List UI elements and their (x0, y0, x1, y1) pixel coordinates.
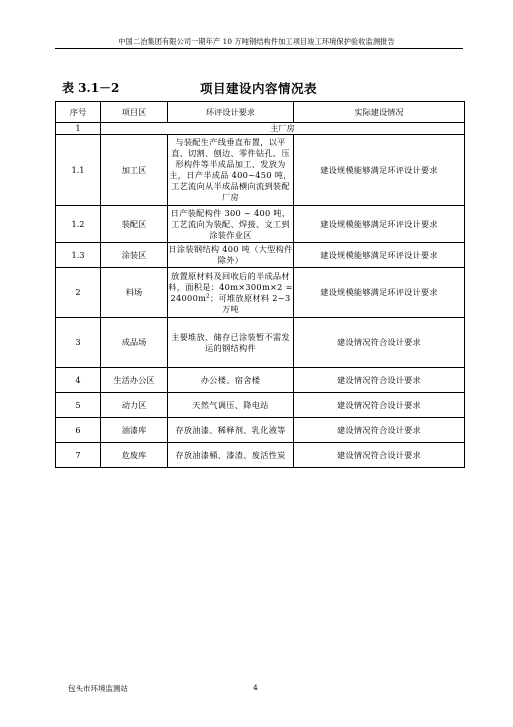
footer-organization: 包头市环境监测站 (68, 684, 128, 693)
table-row (56, 393, 465, 418)
table-section-row (56, 123, 465, 135)
page-number: 4 (253, 683, 258, 692)
table-row (56, 443, 465, 468)
cell-area: 涂装区 (101, 243, 168, 268)
table-header-row (56, 102, 465, 123)
cell-no: 7 (56, 443, 101, 468)
table-row (56, 206, 465, 243)
table-title (62, 79, 462, 95)
cell-no: 2 (56, 268, 101, 318)
cell-requirement: 存放油漆、稀释剂、乳化液等 (168, 418, 294, 443)
table-number: 表 3.1－2 (62, 81, 120, 95)
table-row (56, 418, 465, 443)
column-header-area: 项目区 (101, 102, 168, 123)
report-header-title: 中国二冶集团有限公司一期年产 10 万吨钢结构件加工项目竣工环境保护验收监测报告 (118, 37, 395, 46)
cell-area: 危废库 (101, 443, 168, 468)
cell-no: 1.3 (56, 243, 101, 268)
superscript-exponent: 2 (206, 292, 210, 299)
cell-requirement: 日涂装钢结构 400 吨（大型构件除外） (168, 243, 294, 268)
cell-no: 1.2 (56, 206, 101, 243)
cell-requirement: 与装配生产线垂直布置，以平直、切割、刨边、零件钻孔、压形构件等半成品加工、发放为主，日产半成品 400~450 吨，工艺流向从半成品横向流到装配厂房 (168, 135, 294, 206)
cell-area: 动力区 (101, 393, 168, 418)
cell-no: 4 (56, 368, 101, 393)
table-caption: 项目建设内容情况表 (200, 81, 318, 96)
table-row (56, 135, 465, 206)
construction-content-table (55, 101, 465, 468)
cell-requirement: 天然气调压、降电站 (168, 393, 294, 418)
cell-actual: 建设规模能够满足环评设计要求 (294, 268, 465, 318)
cell-actual: 建设规模能够满足环评设计要求 (294, 206, 465, 243)
cell-requirement: 主要堆放、储存已涂装暂不需发运的钢结构件 (168, 318, 294, 368)
column-header-no: 序号 (56, 102, 101, 123)
cell-area: 成品场 (101, 318, 168, 368)
cell-actual: 建设情况符合设计要求 (294, 443, 465, 468)
cell-actual: 建设情况符合设计要求 (294, 368, 465, 393)
table-row (56, 318, 465, 368)
cell-requirement (168, 268, 294, 318)
cell-actual: 建设情况符合设计要求 (294, 318, 465, 368)
cell-area: 加工区 (101, 135, 168, 206)
cell-requirement: 存放油漆桶、漆渣、废活性炭 (168, 443, 294, 468)
cell-actual: 建设规模能够满足环评设计要求 (294, 243, 465, 268)
cell-area: 装配区 (101, 206, 168, 243)
cell-actual: 建设情况符合设计要求 (294, 393, 465, 418)
cell-area: 料场 (101, 268, 168, 318)
cell-no: 5 (56, 393, 101, 418)
requirement-text-part: ；可堆放原材料 2~3 万吨 (209, 292, 291, 314)
cell-no: 1.1 (56, 135, 101, 206)
cell-no: 3 (56, 318, 101, 368)
table-row (56, 268, 465, 318)
table-row (56, 368, 465, 393)
cell-area: 生活办公区 (101, 368, 168, 393)
cell-requirement: 办公楼、宿舍楼 (168, 368, 294, 393)
cell-no: 1 (56, 123, 101, 135)
cell-actual: 建设规模能够满足环评设计要求 (294, 135, 465, 206)
cell-no: 6 (56, 418, 101, 443)
requirement-text-part: 放置原材料及回收后的半成品材料，面积是：40m×300m×2 = 24000m (168, 270, 293, 303)
header-divider (55, 48, 463, 49)
column-header-requirement: 环评设计要求 (168, 102, 294, 123)
table-row (56, 243, 465, 268)
cell-area: 油漆库 (101, 418, 168, 443)
cell-actual: 建设情况符合设计要求 (294, 418, 465, 443)
cell-requirement: 日产装配构件 300 ~ 400 吨，工艺流向为装配、焊接、文工到涂装作业区 (168, 206, 294, 243)
column-header-actual: 实际建设情况 (294, 102, 465, 123)
cell-section-label: 主厂房 (101, 123, 465, 135)
